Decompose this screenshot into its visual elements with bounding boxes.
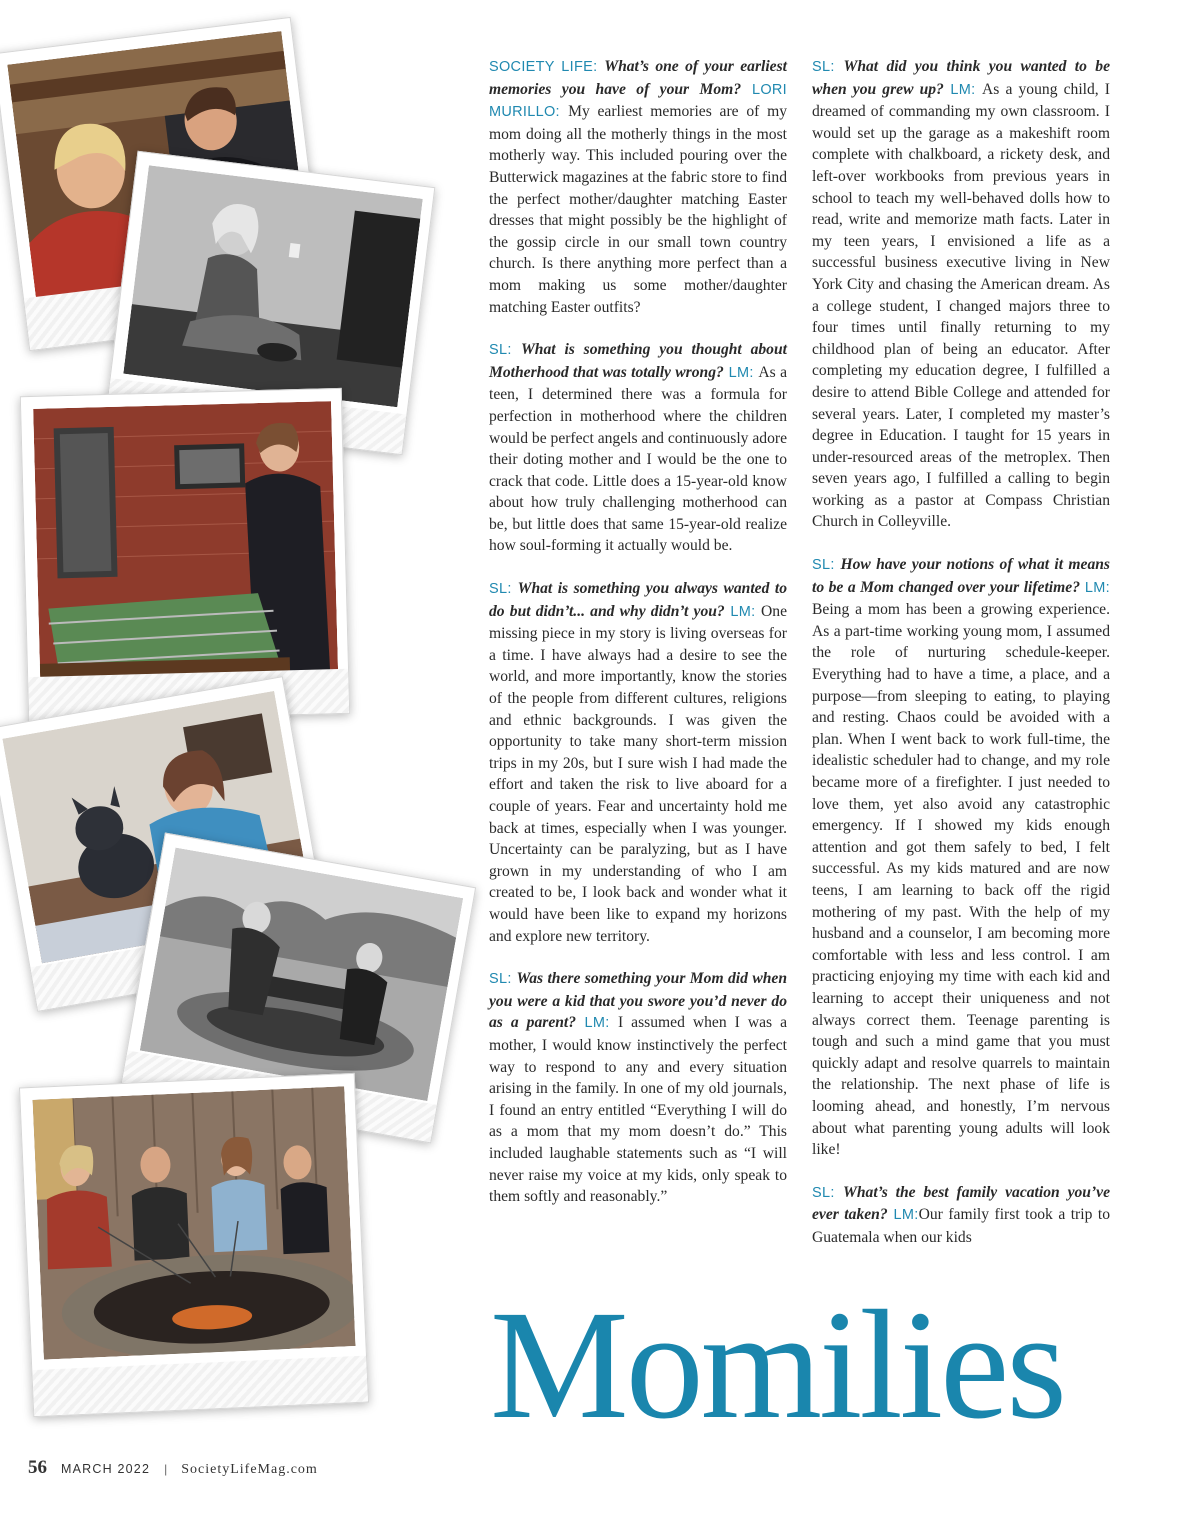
issue-date: MARCH 2022 [61,1462,151,1476]
speaker-label: SOCIETY LIFE: [489,59,605,75]
photo-son-foosball [20,388,350,722]
interview-answer: Being a mom has been a growing experience. As a part-time working young mom, I assumed the role of nurturing schedule-keeper. Everything had to have a time, a place, and a purpose—from sleeping to eating, to playing and resting. Chaos could be avoided with a plan. When I went back to work full-time, the idealistic scheduler had to change, and my role became more of a firefighter. I just needed to love them, yet also avoid any catastrophic emergency. If I showed my kids enough attention and got them safely to bed, I felt successful. As my kids matured and are now teens, I am learning to back off the rigid mothering of my past. With the help of my husband and a counselor, I am becoming more comfortable with less and less control. I am practicing enjoying my time with each kid and learning to accept their uniqueness and not always correct them. Teenage parenting is tough and such a mind game that you must quickly adapt and resolve quarrels to maintain the relationship. The next phase of life is looming ahead, and honestly, I’m nervous about what parenting young adults will look like! [812,601,1110,1159]
page-footer [28,1457,318,1479]
article-headline: Momilies [490,1278,1065,1451]
speaker-label: SL: [812,59,844,75]
interview-answer: One missing piece in my story is living overseas for a time. I have always had a desire to see the world, and more importantly, know the stories of the people from different cultures, religions and ethnic backgrounds. I was given the opportunity to take many short-term mission trips in my 20s, but I sure wish I had made the effort and taken the risk to live aboard for a couple of years. Fear and uncertainty hold me back at times, especially when I was younger. Uncertainty can be paralyzing, but as I have grown in my understanding of who I am created to be, I look back and wonder what it would have been like to expand my horizons and explore new territory. [489,602,787,945]
qa-paragraph [489,56,787,318]
speaker-label: LM: [943,81,983,98]
speaker-label: LORI MURILLO: [489,81,787,121]
speaker-label: SL: [489,342,521,359]
site-url[interactable]: SocietyLifeMag.com [181,1462,318,1477]
interview-answer: As a teen, I determined there was a formula for perfection in motherhood where the children would be perfect angels and continuously adore their doting mother and I would be the one to crack that code. Little does a 15-year-old know about how truly challenging motherhood can be, but little does that same 15-year-old realize how soul-forming it actually would be. [489,363,788,555]
interview-question: What’s the best family vacation you’ve ever taken? [812,1183,1110,1224]
qa-paragraph [812,1182,1110,1249]
speaker-label: SL: [812,557,841,574]
interview-question: What’s one of your earliest memories you have of your Mom? [489,58,787,98]
qa-paragraph [812,56,1110,533]
speaker-label: LM: [1080,579,1111,596]
interview-question: What did you think you wanted to be when you grew up? [812,58,1110,98]
interview-question: What is something you always wanted to do but didn’t... and why didn’t you? [489,580,787,620]
interview-question: What is something you thought about Motherhood that was totally wrong? [489,341,787,381]
speaker-label: SL: [812,1184,843,1201]
speaker-label: LM: [724,603,762,620]
qa-paragraph [489,968,787,1208]
footer-separator: | [164,1462,168,1476]
page-number: 56 [28,1457,47,1478]
qa-paragraph [489,578,787,947]
interview-answer: Our family first took a trip to Guatemala when our kids [812,1206,1110,1246]
speaker-label: SL: [489,581,518,598]
article-column-left [489,56,787,1229]
interview-answer: I assumed when I was a mother, I would know instinctively the perfect way to respond to any and every situation arising in the family. In one of my old journals, I found an entry entitled “Everything I will do as a mom that my mom doesn’t do.” This included laughable statements such as “I will never raise my voice at my kids, only speak to them softly and reasonably.” [489,1014,787,1206]
interview-question: Was there something your Mom did when you were a kid that you swore you’d never do as a parent? [489,970,787,1032]
speaker-label: SL: [489,971,517,988]
interview-answer: As a young child, I dreamed of commanding my own classroom. I would set up the garage as a makeshift room complete with chalkboard, a rickety desk, and left-over workbooks from previous years in school to teach my well-behaved dolls how to read, write and memorize math facts. Later in my teen years, I envisioned a life as a successful business executive living in New York City and chasing the American dream. As a college student, I changed majors three to four times until finally returning to my childhood plan of being an educator. After completing my education degree, I fulfilled a desire to attend Bible College and attended for several years. Later, I completed my master’s degree in Education. I taught for 15 years in under-resourced areas of the metroplex. Then seven years ago, I fulfilled a calling to begin working as a pastor at Compass Christian Church in Colleyville. [812,80,1110,531]
speaker-label: LM: [576,1015,618,1032]
photo-family-firepit [19,1073,369,1417]
qa-paragraph [489,339,787,557]
speaker-label: LM: [723,364,759,381]
article-column-right [812,56,1110,1269]
interview-answer: My earliest memories are of my mom doing all the motherly things in the most motherly way. This included pouring over the Butterwick magazines at the fabric store to find the perfect mother/daughter matching Easter dresses that might possibly be the highlight of the gossip circle in our small town country church. Is there anything more perfect than a mom making us some mother/daughter matching Easter outfits? [489,103,787,316]
interview-question: How have your notions of what it means to be a Mom changed over your lifetime? [812,556,1110,596]
speaker-label: LM: [887,1207,919,1224]
qa-paragraph [812,554,1110,1161]
